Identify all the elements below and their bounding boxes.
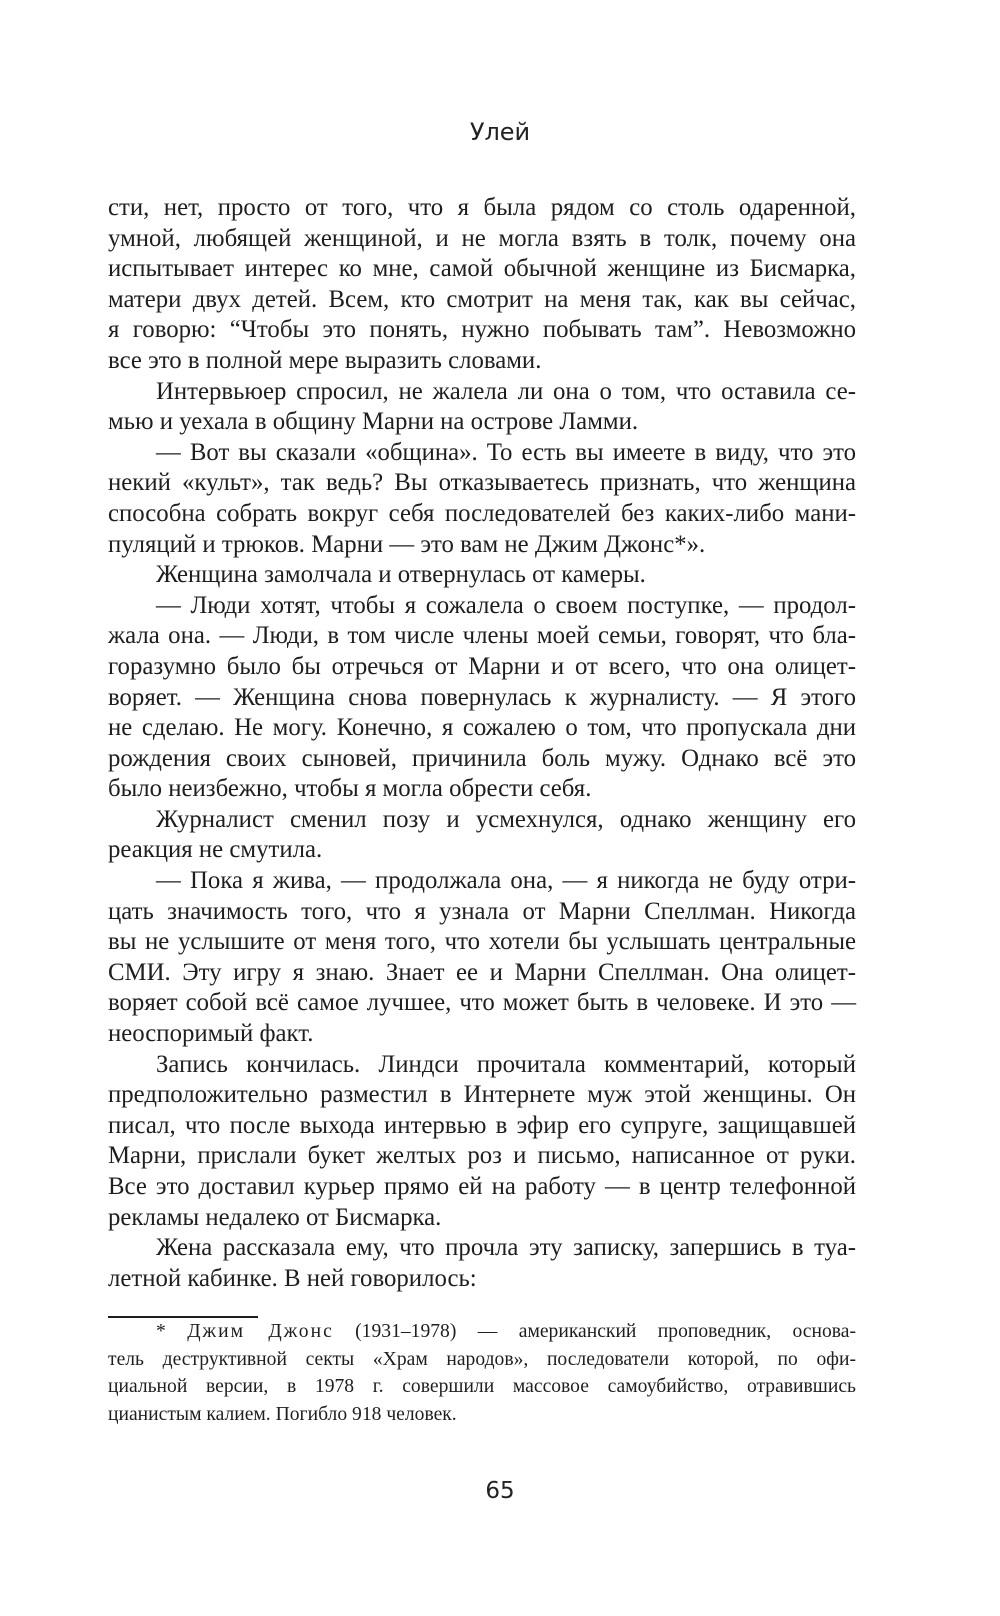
text-line: было неизбежно, чтобы я могла обрести себя. — [108, 775, 592, 803]
text-line: жала она. — Люди, в том числе члены моей семьи, говорят, что бла- — [108, 622, 856, 650]
text-line: некий «культ», так ведь? Вы отказываетесь признать, что женщина — [108, 469, 856, 497]
footnote-name: Джим Джонс — [187, 1321, 334, 1342]
body-text — [108, 193, 856, 1294]
text-line: Запись кончилась. Линдси прочитала комментарий, который — [156, 1050, 856, 1078]
running-head: Улей — [469, 118, 531, 146]
footnote-line: цианистым калием. Погибло 918 человек. — [108, 1403, 457, 1425]
text-line: Журналист сменил позу и усмехнулся, однако женщину его — [156, 805, 856, 833]
text-line: Все это доставил курьер прямо ей на работу — в центр телефонной — [108, 1173, 856, 1200]
text-line: — Пока я жива, — продолжала она, — я никогда не буду отри- — [156, 867, 856, 895]
footnote-line-rest: (1931–1978) — американский проповедник, основа- — [355, 1321, 856, 1342]
text-line: цать значимость того, что я узнала от Марни Спеллман. Никогда — [108, 897, 856, 925]
footnote — [108, 1318, 856, 1428]
text-line: Марни, прислали букет желтых роз и письмо, написанное от руки. — [108, 1142, 856, 1170]
text-line: предположительно разместил в Интернете муж этой женщины. Он — [108, 1081, 856, 1109]
text-line: воряет. — Женщина снова повернулась к журналисту. — Я этого — [108, 683, 856, 711]
text-line: сти, нет, просто от того, что я была рядом со столь одаренной, — [108, 194, 856, 221]
text-line: реакция не смутила. — [108, 836, 323, 864]
footnote-line: тель деструктивной секты «Храм народов», последователи которой, по офи- — [108, 1348, 856, 1370]
text-line: я говорю: “Чтобы это понять, нужно побывать там”. Невозможно — [108, 316, 856, 344]
text-line: писал, что после выхода интервью в эфир его супруге, защищавшей — [108, 1111, 856, 1139]
text-line: Жена рассказала ему, что прочла эту записку, запершись в туа- — [156, 1234, 856, 1262]
text-line: умной, любящей женщиной, и не могла взять в толк, почему она — [108, 224, 856, 252]
text-line: мью и уехала в общину Марни на острове Ламми. — [108, 408, 639, 436]
text-line: летной кабинке. В ней говорилось: — [108, 1264, 477, 1292]
text-line: вы не услышите от меня того, что хотели бы услышать центральные — [108, 928, 856, 956]
text-line: — Вот вы сказали «община». То есть вы имеете в виду, что это — [156, 438, 856, 466]
text-line: не сделаю. Не могу. Конечно, я сожалею о том, что пропускала дни — [108, 714, 856, 742]
page-number: 65 — [485, 1478, 515, 1504]
footnote-marker: * — [156, 1321, 166, 1342]
text-line: рекламы недалеко от Бисмарка. — [108, 1203, 442, 1231]
text-line: рождения своих сыновей, причинила боль мужу. Однако всё это — [108, 744, 856, 772]
text-line: испытывает интерес ко мне, самой обычной женщине из Бисмарка, — [108, 255, 856, 283]
text-line: СМИ. Эту игру я знаю. Знает ее и Марни Спеллман. Она олицет- — [108, 958, 856, 986]
footnote-line: циальной версии, в 1978 г. совершили массовое самоубийство, отравившись — [108, 1376, 856, 1397]
text-line: Женщина замолчала и отвернулась от камеры. — [156, 561, 646, 589]
text-line: способна собрать вокруг себя последователей без каких-либо мани- — [108, 499, 856, 527]
text-line: пуляций и трюков. Марни — это вам не Джим Джонс*». — [108, 530, 706, 558]
text-line: воряет собой всё самое лучшее, что может быть в человеке. И это — — [108, 989, 856, 1017]
text-line: — Люди хотят, чтобы я сожалела о своем поступке, — продол- — [156, 591, 856, 619]
text-line: все это в полной мере выразить словами. — [108, 346, 542, 374]
text-line: неоспоримый факт. — [108, 1020, 314, 1048]
text-line: Интервьюер спросил, не жалела ли она о том, что оставила се- — [156, 377, 856, 405]
footnote-line — [108, 1318, 856, 1346]
text-line: матери двух детей. Всем, кто смотрит на меня так, как вы сейчас, — [108, 285, 856, 313]
text-line: горазумно было бы отречься от Марни и от всего, что она олицет- — [108, 652, 856, 680]
